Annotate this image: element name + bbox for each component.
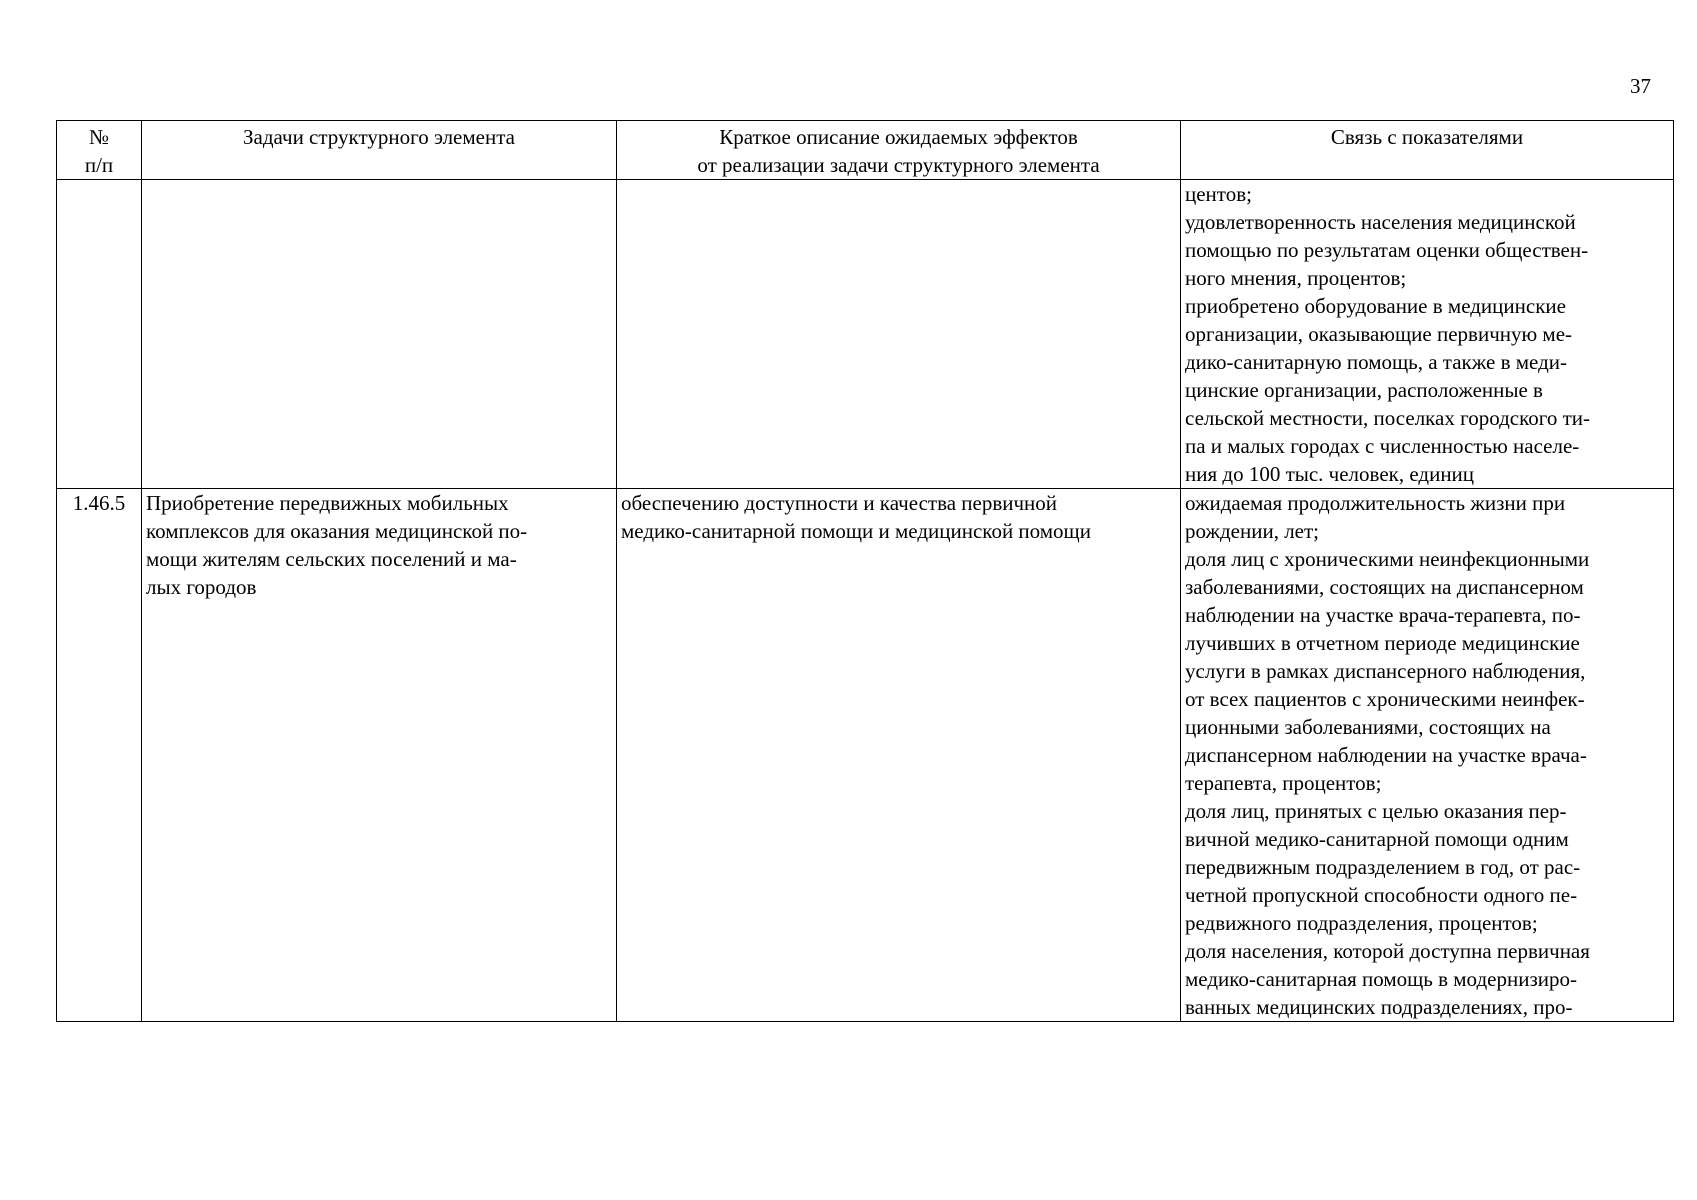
indicator-line: от всех пациентов с хроническими неинфек- xyxy=(1185,687,1585,711)
indicator-line: медико-санитарная помощь в модернизиро- xyxy=(1185,967,1577,991)
structural-element-table xyxy=(56,120,1674,1022)
indicator-line: па и малых городах с численностью населе- xyxy=(1185,434,1580,458)
indicator-line: ного мнения, процентов; xyxy=(1185,266,1407,290)
page-number: 37 xyxy=(1630,74,1651,98)
header-task: Задачи структурного элемента xyxy=(142,121,617,180)
table-header-row xyxy=(57,121,1674,180)
row-effects: обеспечению доступности и качества первичной медико-санитарной помощи и медицинской помощи xyxy=(617,489,1181,1022)
row-num: 1.46.5 xyxy=(57,489,142,1022)
indicator-line: рождении, лет; xyxy=(1185,519,1320,543)
indicator-line: диспансерном наблюдении на участке врача- xyxy=(1185,743,1587,767)
indicator-line: организации, оказывающие первичную ме- xyxy=(1185,322,1573,346)
row-task xyxy=(142,180,617,489)
header-link: Связь с показателями xyxy=(1181,121,1674,180)
indicator-line: помощью по результатам оценки обществен- xyxy=(1185,238,1589,262)
indicator-line: ванных медицинских подразделениях, про- xyxy=(1185,995,1573,1019)
indicator-line: терапевта, процентов; xyxy=(1185,771,1382,795)
table-row xyxy=(57,180,1674,489)
indicator-line: наблюдении на участке врача-терапевта, по- xyxy=(1185,603,1581,627)
indicator-line: услуги в рамках диспансерного наблюдения, xyxy=(1185,659,1586,683)
indicator-line: дико-санитарную помощь, а также в меди- xyxy=(1185,350,1567,374)
header-effects: Краткое описание ожидаемых эффектов от реализации задачи структурного элемента xyxy=(617,121,1181,180)
row-link xyxy=(1181,489,1674,1022)
indicator-line: заболеваниями, состоящих на диспансерном xyxy=(1185,575,1584,599)
indicator-line: доля населения, которой доступна первичная xyxy=(1185,939,1590,963)
indicator-line: центов; xyxy=(1185,182,1252,206)
indicator-line: редвижного подразделения, процентов; xyxy=(1185,911,1538,935)
indicator-line: ожидаемая продолжительность жизни при xyxy=(1185,491,1566,515)
indicator-line: четной пропускной способности одного пе- xyxy=(1185,883,1578,907)
indicator-line: лучивших в отчетном периоде медицинские xyxy=(1185,631,1580,655)
row-num xyxy=(57,180,142,489)
indicator-line: ционными заболеваниями, состоящих на xyxy=(1185,715,1551,739)
indicator-line: удовлетворенность населения медицинской xyxy=(1185,210,1576,234)
row-effects xyxy=(617,180,1181,489)
table-row xyxy=(57,489,1674,1022)
indicator-line: доля лиц, принятых с целью оказания пер- xyxy=(1185,799,1567,823)
indicator-line: сельской местности, поселках городского ти- xyxy=(1185,406,1590,430)
header-num: № п/п xyxy=(57,121,142,180)
row-task: Приобретение передвижных мобильных комплексов для оказания медицинской по- мощи жителям сельских поселений и ма- лых городов xyxy=(142,489,617,1022)
indicator-line: доля лиц с хроническими неинфекционными xyxy=(1185,547,1590,571)
indicator-line: ния до 100 тыс. человек, единиц xyxy=(1185,462,1475,486)
indicator-line: передвижным подразделением в год, от рас- xyxy=(1185,855,1581,879)
row-link xyxy=(1181,180,1674,489)
indicator-line: приобретено оборудование в медицинские xyxy=(1185,294,1566,318)
indicator-line: вичной медико-санитарной помощи одним xyxy=(1185,827,1569,851)
indicator-line: цинские организации, расположенные в xyxy=(1185,378,1543,402)
